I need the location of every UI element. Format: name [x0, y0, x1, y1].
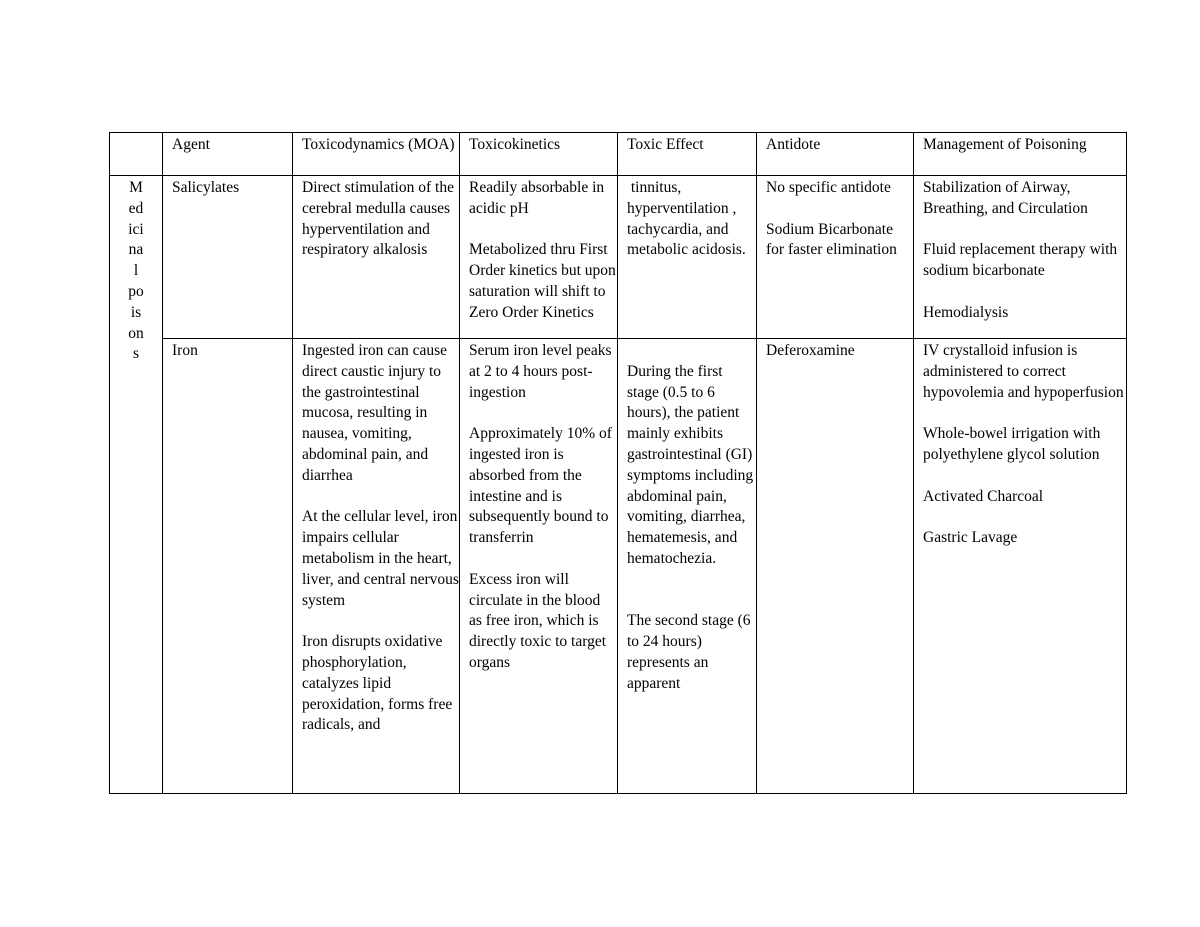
- agent-cell: Salicylates: [163, 176, 293, 339]
- toxicology-table: [109, 132, 1127, 794]
- header-cell-agent: Agent: [163, 133, 293, 176]
- header-cell-toxicokinetics: Toxicokinetics: [460, 133, 618, 176]
- table-row: [110, 176, 1127, 339]
- header-cell-category: [110, 133, 163, 176]
- header-cell-antidote: Antidote: [757, 133, 914, 176]
- toxicokinetics-cell: Serum iron level peaks at 2 to 4 hours post-ingestion Approximately 10% of ingested iron is absorbed from the intestine and is subsequently bound to transferrin Excess iron will circulate in the blood as free iron, which is directly toxic to target organs: [460, 339, 618, 794]
- toxicodynamics-cell: Ingested iron can cause direct caustic injury to the gastrointestinal mucosa, resulting in nausea, vomiting, abdominal pain, and diarrhea At the cellular level, iron impairs cellular metabolism in the heart, liver, and central nervous system Iron disrupts oxidative phosphorylation, catalyzes lipid peroxidation, forms free radicals, and: [293, 339, 460, 794]
- header-cell-management: Management of Poisoning: [914, 133, 1127, 176]
- agent-cell: Iron: [163, 339, 293, 794]
- management-cell: IV crystalloid infusion is administered to correct hypovolemia and hypoperfusion Whole-bowel irrigation with polyethylene glycol solution Activated Charcoal Gastric Lavage: [914, 339, 1127, 794]
- header-cell-toxic-effect: Toxic Effect: [618, 133, 757, 176]
- antidote-cell: Deferoxamine: [757, 339, 914, 794]
- toxic-effect-cell: tinnitus, hyperventilation , tachycardia, and metabolic acidosis.: [618, 176, 757, 339]
- toxicokinetics-cell: Readily absorbable in acidic pH Metabolized thru First Order kinetics but upon saturation will shift to Zero Order Kinetics: [460, 176, 618, 339]
- antidote-cell: No specific antidote Sodium Bicarbonate for faster elimination: [757, 176, 914, 339]
- header-cell-toxicodynamics: Toxicodynamics (MOA): [293, 133, 460, 176]
- category-cell: [110, 176, 163, 794]
- toxic-effect-cell: During the first stage (0.5 to 6 hours), the patient mainly exhibits gastrointestinal (GI) symptoms including abdominal pain, vomiting, diarrhea, hematemesis, and hematochezia. The second stage (6 to 24 hours) represents an apparent: [618, 339, 757, 794]
- header-row: [110, 133, 1127, 176]
- category-label: M ed ici na l po is on s: [128, 179, 144, 363]
- table-row: [110, 339, 1127, 794]
- toxicodynamics-cell: Direct stimulation of the cerebral medulla causes hyperventilation and respiratory alkalosis: [293, 176, 460, 339]
- management-cell: Stabilization of Airway, Breathing, and Circulation Fluid replacement therapy with sodium bicarbonate Hemodialysis: [914, 176, 1127, 339]
